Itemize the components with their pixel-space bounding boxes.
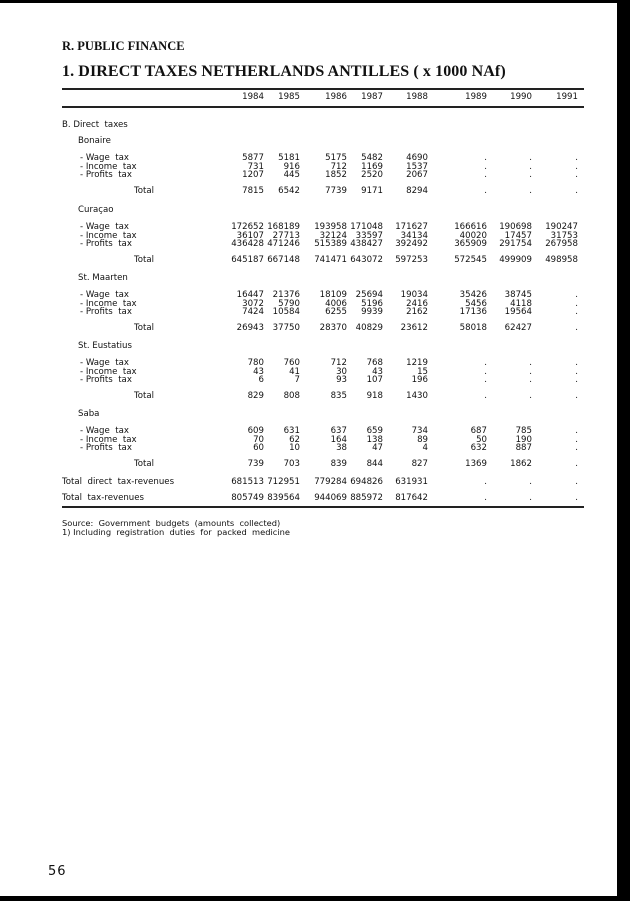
table-cell: 31753 <box>550 230 578 241</box>
grand-total-cell: . <box>529 477 532 487</box>
table-cell: 3072 <box>242 298 264 309</box>
grand-total-label: Total direct tax-revenues <box>62 477 175 487</box>
table-cell: 172652 <box>231 222 264 232</box>
grand-total-cell: 839564 <box>267 493 300 503</box>
table-cell: 25694 <box>355 290 383 300</box>
total-cell: 37750 <box>272 323 300 333</box>
table-cell: 780 <box>247 358 264 368</box>
total-cell: 62427 <box>504 323 532 333</box>
table-cell: 196 <box>411 375 428 385</box>
table-cell: 4006 <box>325 298 347 309</box>
table-cell: 712 <box>330 358 347 368</box>
table-cell: . <box>484 366 487 377</box>
total-cell: 645187 <box>231 255 264 265</box>
year-header: 1986 <box>325 92 347 102</box>
table-cell: 659 <box>366 426 383 436</box>
table-cell: 445 <box>283 170 300 180</box>
table-cell: 32124 <box>319 230 347 241</box>
grand-total-cell: . <box>529 493 532 503</box>
table-cell: 190 <box>515 434 532 445</box>
table-cell: 33597 <box>355 230 383 241</box>
total-cell: 8294 <box>406 186 428 196</box>
table-cell: . <box>575 426 578 436</box>
table-cell: 687 <box>470 426 487 436</box>
chapter-heading: R. PUBLIC FINANCE <box>62 39 185 53</box>
grand-total-cell: 681513 <box>231 477 264 487</box>
table-cell: . <box>575 153 578 163</box>
total-cell: . <box>575 391 578 401</box>
table-cell: . <box>529 358 532 368</box>
year-header: 1989 <box>465 92 487 102</box>
table-cell: . <box>484 358 487 368</box>
table-cell: 17457 <box>504 230 532 241</box>
total-cell: . <box>575 186 578 196</box>
total-cell: 597253 <box>395 255 428 265</box>
table-cell: 365909 <box>454 239 487 249</box>
table-cell: 5456 <box>465 298 487 309</box>
grand-total-cell: . <box>575 493 578 503</box>
total-label: Total <box>134 459 155 469</box>
table-cell: 2162 <box>406 307 428 317</box>
table-cell: 19034 <box>400 290 428 300</box>
total-cell: 839 <box>330 459 347 469</box>
table-cell: . <box>575 307 578 317</box>
total-cell: 643072 <box>350 255 383 265</box>
table-cell: 2416 <box>406 298 428 309</box>
table-cell: 438427 <box>350 239 383 249</box>
table-cell: 7424 <box>242 307 264 317</box>
row-label: - Wage tax <box>80 153 129 163</box>
total-cell: 827 <box>411 459 428 469</box>
total-cell: 808 <box>283 391 300 401</box>
table-cell: 1219 <box>406 358 428 368</box>
scan-edge-bottom <box>0 896 630 901</box>
table-cell: 38 <box>336 443 347 453</box>
table-cell: 21376 <box>272 290 300 300</box>
total-cell: . <box>529 186 532 196</box>
table-cell: 768 <box>366 358 383 368</box>
table-cell: 6255 <box>325 307 347 317</box>
table-cell: 731 <box>247 161 264 172</box>
table-cell: 36107 <box>236 230 264 241</box>
table-header-rule <box>62 106 584 108</box>
grand-total-cell: 631931 <box>395 477 428 487</box>
page-number: 56 <box>48 864 67 879</box>
table-cell: 5482 <box>361 153 383 163</box>
grand-total-cell: 805749 <box>231 493 264 503</box>
total-cell: . <box>484 186 487 196</box>
grand-total-label: Total tax-revenues <box>62 493 145 503</box>
total-cell: . <box>529 391 532 401</box>
footnote: 1) Including registration duties for packed medicine <box>62 527 291 537</box>
table-cell: 712 <box>330 161 347 172</box>
table-cell: 70 <box>253 434 264 445</box>
table-cell: 43 <box>372 366 383 377</box>
table-cell: 471246 <box>267 239 300 249</box>
total-cell: 6542 <box>278 186 300 196</box>
grand-total-cell: . <box>484 477 487 487</box>
table-cell: 190698 <box>499 222 532 232</box>
table-cell: . <box>575 170 578 180</box>
table-cell: 17136 <box>459 307 487 317</box>
table-cell: 19564 <box>504 307 532 317</box>
table-cell: 1537 <box>406 161 428 172</box>
total-label: Total <box>134 391 155 401</box>
table-cell: 16447 <box>236 290 264 300</box>
table-cell: 193958 <box>314 222 347 232</box>
table-cell: 4 <box>422 443 428 453</box>
table-cell: . <box>575 366 578 377</box>
total-cell: 7815 <box>242 186 264 196</box>
row-label: - Income tax <box>80 230 137 241</box>
table-cell: 291754 <box>499 239 532 249</box>
table-cell: 392492 <box>395 239 428 249</box>
year-header: 1991 <box>556 92 578 102</box>
table-cell: 35426 <box>459 290 487 300</box>
table-cell: 515389 <box>314 239 347 249</box>
row-label: - Profits tax <box>80 443 132 453</box>
table-cell: 436428 <box>231 239 264 249</box>
total-label: Total <box>134 323 155 333</box>
table-top-rule <box>62 88 584 90</box>
table-cell: . <box>575 290 578 300</box>
scan-edge-top <box>0 0 630 3</box>
table-cell: 168189 <box>267 222 300 232</box>
table-cell: 166616 <box>454 222 487 232</box>
table-cell: 785 <box>515 426 532 436</box>
total-label: Total <box>134 255 155 265</box>
table-cell: 34134 <box>400 230 428 241</box>
total-cell: 7739 <box>325 186 347 196</box>
table-cell: 89 <box>417 434 428 445</box>
table-cell: . <box>484 375 487 385</box>
grand-total-cell: 817642 <box>395 493 428 503</box>
table-cell: 10 <box>289 443 300 453</box>
table-cell: 2067 <box>406 170 428 180</box>
total-cell: 1369 <box>465 459 487 469</box>
total-cell: 741471 <box>314 255 347 265</box>
table-cell: 38745 <box>504 290 532 300</box>
section-name: Bonaire <box>78 136 111 146</box>
total-cell: 918 <box>366 391 383 401</box>
year-header: 1990 <box>510 92 532 102</box>
table-cell: 734 <box>411 426 428 436</box>
total-cell: 58018 <box>459 323 487 333</box>
table-cell: 887 <box>515 443 532 453</box>
table-cell: 916 <box>283 161 300 172</box>
year-header: 1984 <box>242 92 264 102</box>
table-cell: 171048 <box>350 222 383 232</box>
total-cell: . <box>575 459 578 469</box>
row-label: - Income tax <box>80 161 137 172</box>
total-cell: 23612 <box>400 323 428 333</box>
total-cell: 844 <box>366 459 383 469</box>
table-cell: . <box>575 443 578 453</box>
scan-edge-right <box>617 0 630 901</box>
table-cell: 5196 <box>361 298 383 309</box>
table-cell: . <box>575 358 578 368</box>
total-cell: 739 <box>247 459 264 469</box>
total-cell: 499909 <box>499 255 532 265</box>
table-cell: 107 <box>366 375 383 385</box>
table-cell: . <box>575 298 578 309</box>
table-cell: . <box>484 161 487 172</box>
table-cell: . <box>529 161 532 172</box>
row-label: - Profits tax <box>80 239 132 249</box>
total-cell: . <box>575 323 578 333</box>
table-cell: 164 <box>330 434 347 445</box>
row-label: - Income tax <box>80 298 137 309</box>
table-cell: 1169 <box>361 161 383 172</box>
table-cell: 47 <box>372 443 383 453</box>
row-label: - Income tax <box>80 366 137 377</box>
table-cell: 4118 <box>510 298 532 309</box>
grand-total-cell: 694826 <box>350 477 383 487</box>
year-header: 1987 <box>361 92 383 102</box>
row-label: - Profits tax <box>80 307 132 317</box>
total-cell: 1862 <box>510 459 532 469</box>
table-cell: 30 <box>336 366 347 377</box>
section-name: St. Eustatius <box>78 341 132 351</box>
table-cell: . <box>529 153 532 163</box>
table-cell: 609 <box>247 426 264 436</box>
table-cell: 2520 <box>361 170 383 180</box>
table-cell: 1852 <box>325 170 347 180</box>
total-cell: 835 <box>330 391 347 401</box>
total-label: Total <box>134 186 155 196</box>
table-cell: 62 <box>289 434 300 445</box>
total-cell: 667148 <box>267 255 300 265</box>
table-cell: 15 <box>417 366 428 377</box>
table-cell: 10584 <box>272 307 300 317</box>
table-cell: 50 <box>476 434 487 445</box>
row-label: - Wage tax <box>80 358 129 368</box>
table-cell: 760 <box>283 358 300 368</box>
table-cell: 27713 <box>272 230 300 241</box>
table-cell: 41 <box>289 366 300 377</box>
grand-total-cell: 712951 <box>267 477 300 487</box>
table-cell: . <box>529 375 532 385</box>
table-cell: 632 <box>470 443 487 453</box>
row-label: - Wage tax <box>80 290 129 300</box>
table-cell: 267958 <box>545 239 578 249</box>
row-label: - Profits tax <box>80 375 132 385</box>
total-cell: 829 <box>247 391 264 401</box>
table-cell: 18109 <box>319 290 347 300</box>
table-cell: 171627 <box>395 222 428 232</box>
table-cell: 93 <box>336 375 347 385</box>
table-cell: 637 <box>330 426 347 436</box>
total-cell: 572545 <box>454 255 487 265</box>
total-cell: 28370 <box>319 323 347 333</box>
group-heading: B. Direct taxes <box>62 120 128 130</box>
total-cell: . <box>484 391 487 401</box>
table-cell: 60 <box>253 443 264 453</box>
table-cell: 40020 <box>459 230 487 241</box>
table-cell: 1207 <box>242 170 264 180</box>
page-title: 1. DIRECT TAXES NETHERLANDS ANTILLES ( x 1000 NAf) <box>62 63 506 80</box>
table-cell: 43 <box>253 366 264 377</box>
total-cell: 9171 <box>361 186 383 196</box>
table-cell: 6 <box>258 375 264 385</box>
year-header: 1988 <box>406 92 428 102</box>
table-cell: . <box>484 170 487 180</box>
table-cell: . <box>529 170 532 180</box>
table-cell: . <box>575 434 578 445</box>
table-cell: . <box>484 153 487 163</box>
section-name: Saba <box>78 409 100 419</box>
table-cell: 631 <box>283 426 300 436</box>
table-cell: 5790 <box>278 298 300 309</box>
table-cell: 7 <box>294 375 300 385</box>
table-cell: . <box>575 375 578 385</box>
grand-total-cell: 885972 <box>350 493 383 503</box>
table-cell: 5181 <box>278 153 300 163</box>
table-cell: . <box>575 161 578 172</box>
row-label: - Income tax <box>80 434 137 445</box>
table-cell: 9939 <box>361 307 383 317</box>
row-label: - Wage tax <box>80 222 129 232</box>
grand-total-cell: 779284 <box>314 477 347 487</box>
year-header: 1985 <box>278 92 300 102</box>
table-cell: . <box>529 366 532 377</box>
row-label: - Profits tax <box>80 170 132 180</box>
total-cell: 40829 <box>355 323 383 333</box>
table-cell: 190247 <box>545 222 578 232</box>
row-label: - Wage tax <box>80 426 129 436</box>
table-cell: 4690 <box>406 153 428 163</box>
section-name: Curaçao <box>78 205 114 215</box>
table-cell: 138 <box>366 434 383 445</box>
grand-total-cell: . <box>575 477 578 487</box>
total-cell: 498958 <box>545 255 578 265</box>
total-cell: 26943 <box>236 323 264 333</box>
total-cell: 703 <box>283 459 300 469</box>
table-cell: 5175 <box>325 153 347 163</box>
source-note: Source: Government budgets (amounts collected) <box>62 518 281 528</box>
grand-total-cell: 944069 <box>314 493 347 503</box>
table-cell: 5877 <box>242 153 264 163</box>
grand-total-cell: . <box>484 493 487 503</box>
total-cell: 1430 <box>406 391 428 401</box>
table-bottom-rule <box>62 506 584 508</box>
section-name: St. Maarten <box>78 273 128 283</box>
